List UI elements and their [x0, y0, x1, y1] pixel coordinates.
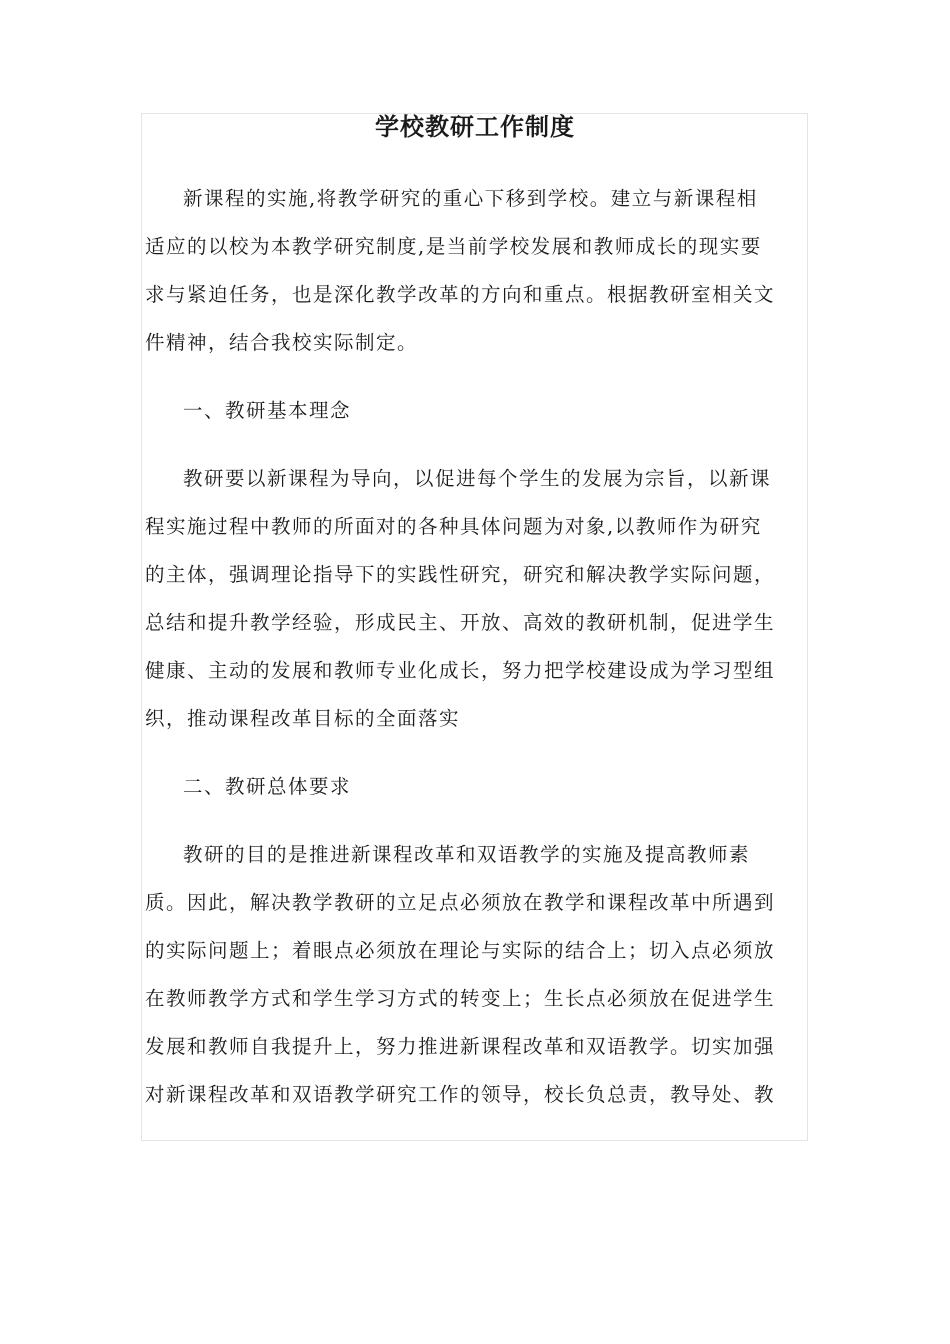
text-line: 质。因此，解决教学教研的立足点必须放在教学和课程改革中所遇到 — [145, 891, 776, 914]
text-line: 在教师教学方式和学生学习方式的转变上；生长点必须放在促进学生 — [145, 987, 776, 1010]
text-line: 总结和提升教学经验，形成民主、开放、高效的教研机制，促进学生 — [145, 611, 776, 634]
text-line: 发展和教师自我提升上，努力推进新课程改革和双语教学。切实加强 — [145, 1035, 776, 1058]
text-line: 教研要以新课程为导向，以促进每个学生的发展为宗旨，以新课 — [183, 467, 772, 490]
text-line: 适应的以校为本教学研究制度,是当前学校发展和教师成长的现实要 — [145, 235, 762, 258]
section-2-paragraph — [145, 831, 810, 1119]
text-line: 健康、主动的发展和教师专业化成长，努力把学校建设成为学习型组 — [145, 659, 776, 682]
section-heading-2: 二、教研总体要求 — [183, 775, 352, 798]
section-heading-1: 一、教研基本理念 — [183, 399, 352, 422]
text-line: 织，推动课程改革目标的全面落实 — [145, 707, 461, 730]
document-body — [145, 175, 810, 1119]
intro-paragraph — [145, 175, 810, 367]
section-1-paragraph — [145, 455, 810, 743]
text-line: 求与紧迫任务，也是深化教学改革的方向和重点。根据教研室相关文 — [145, 283, 776, 306]
text-line: 的实际问题上；着眼点必须放在理论与实际的结合上；切入点必须放 — [145, 939, 776, 962]
document-title: 学校教研工作制度 — [375, 112, 575, 141]
text-line: 教研的目的是推进新课程改革和双语教学的实施及提高教师素 — [183, 843, 751, 866]
text-line: 的主体，强调理论指导下的实践性研究，研究和解决教学实际问题， — [145, 563, 776, 586]
text-line: 新课程的实施,将教学研究的重心下移到学校。建立与新课程相 — [183, 187, 758, 210]
text-line: 件精神，结合我校实际制定。 — [145, 331, 419, 354]
text-line: 程实施过程中教师的所面对的各种具体问题为对象,以教师作为研究 — [145, 515, 762, 538]
text-line: 对新课程改革和双语教学研究工作的领导，校长负总责，教导处、教 — [145, 1083, 776, 1106]
